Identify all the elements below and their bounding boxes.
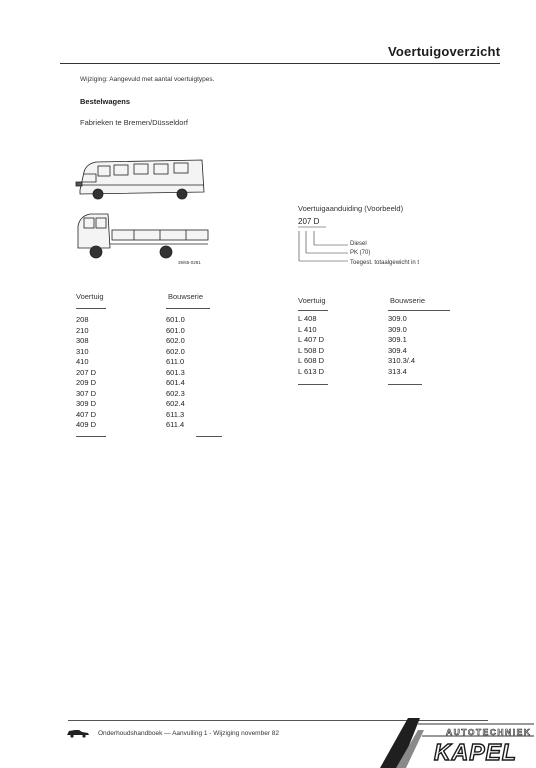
series-cell: 611.3 [166, 409, 185, 419]
vehicle-cell: 209 D [76, 378, 97, 387]
legend-weight: Toegest. totaalgewicht in t [350, 260, 420, 266]
table-row [76, 347, 226, 358]
series-cell: 601.4 [166, 378, 185, 387]
table-row [76, 399, 226, 410]
vehicle-cell: 308 [76, 336, 89, 345]
series-cell: 602.3 [166, 388, 185, 398]
right-header-series: Bouwserie [390, 296, 426, 305]
section-heading: Bestelwagens [80, 97, 131, 106]
right-rule-a [298, 310, 328, 311]
series-cell: 602.0 [166, 346, 185, 356]
table-row [76, 326, 226, 337]
table-row [298, 356, 448, 367]
legend-diesel: Diesel [350, 241, 367, 247]
left-rule-a [76, 308, 106, 309]
series-cell: 309.0 [388, 314, 407, 323]
series-cell: 309.4 [388, 345, 407, 355]
series-cell: 309.0 [388, 324, 407, 334]
vehicle-cell: 309 D [76, 399, 97, 408]
vehicle-cell: 409 D [76, 420, 97, 429]
vehicle-cell: L 410 [298, 324, 317, 334]
left-header-vehicle: Voertuig [76, 292, 104, 301]
logo-wordmark: KAPEL [434, 739, 517, 765]
vehicle-cell: 410 [76, 357, 89, 366]
example-title: Voertuigaanduiding (Voorbeeld) [298, 204, 404, 213]
right-rule-d [388, 384, 422, 385]
right-rule-b [388, 310, 450, 311]
footer-text: Onderhoudshandboek — Aanvulling 1 - Wijziging november 82 [98, 730, 280, 737]
title-divider [60, 63, 500, 64]
left-table [76, 315, 226, 431]
table-row [76, 410, 226, 421]
logo-tagline: AUTOTECHNIEK [446, 727, 532, 737]
series-cell: 601.3 [166, 367, 185, 377]
left-rule-c [76, 436, 106, 437]
table-row [298, 335, 448, 346]
vehicle-illustration [74, 152, 214, 272]
series-cell: 602.4 [166, 399, 185, 408]
vehicle-cell: L 508 D [298, 345, 324, 355]
factory-line: Fabrieken te Bremen/Düsseldorf [80, 118, 188, 127]
flatbed-drawing [78, 214, 208, 258]
table-row [298, 314, 448, 325]
table-row [76, 389, 226, 400]
revision-note: Wijziging: Aangevuld met aantal voertuigtypes. [80, 76, 215, 83]
legend-pk: PK (70) [350, 250, 371, 256]
table-row [76, 368, 226, 379]
left-rule-b [166, 308, 210, 309]
table-row [76, 378, 226, 389]
vehicle-cell: 407 D [76, 409, 97, 419]
vehicle-cell: 207 D [76, 367, 97, 377]
vehicle-cell: L 613 D [298, 366, 324, 376]
car-icon [66, 728, 90, 738]
series-cell: 602.0 [166, 336, 185, 345]
vehicle-cell: 310 [76, 346, 89, 356]
vehicle-cell: L 608 D [298, 356, 324, 365]
series-cell: 611.0 [166, 357, 185, 366]
table-row [298, 367, 448, 378]
left-rule-d [196, 436, 222, 437]
page-title: Voertuigoverzicht [388, 44, 501, 59]
right-header-vehicle: Voertuig [298, 296, 326, 305]
vehicle-cell: 208 [76, 315, 89, 324]
table-row [76, 315, 226, 326]
series-cell: 309.1 [388, 335, 407, 344]
example-code: 207 D [298, 217, 320, 226]
series-cell: 310.3/.4 [388, 356, 416, 365]
series-cell: 601.0 [166, 325, 185, 335]
series-cell: 611.4 [166, 420, 185, 429]
table-row [76, 420, 226, 431]
vehicle-cell: 210 [76, 325, 89, 335]
left-header-series: Bouwserie [168, 292, 204, 301]
vehicle-cell: 307 D [76, 388, 97, 398]
vehicle-cell: L 408 [298, 314, 317, 323]
table-row [298, 346, 448, 357]
table-row [76, 336, 226, 347]
van-drawing [76, 160, 204, 199]
vehicle-cell: L 407 D [298, 335, 324, 344]
table-row [298, 325, 448, 336]
table-row [76, 357, 226, 368]
illustration-caption: 39/65-0281 [178, 260, 201, 265]
series-cell: 313.4 [388, 366, 407, 376]
right-rule-c [298, 384, 328, 385]
series-cell: 601.0 [166, 315, 185, 324]
right-table [298, 314, 448, 377]
